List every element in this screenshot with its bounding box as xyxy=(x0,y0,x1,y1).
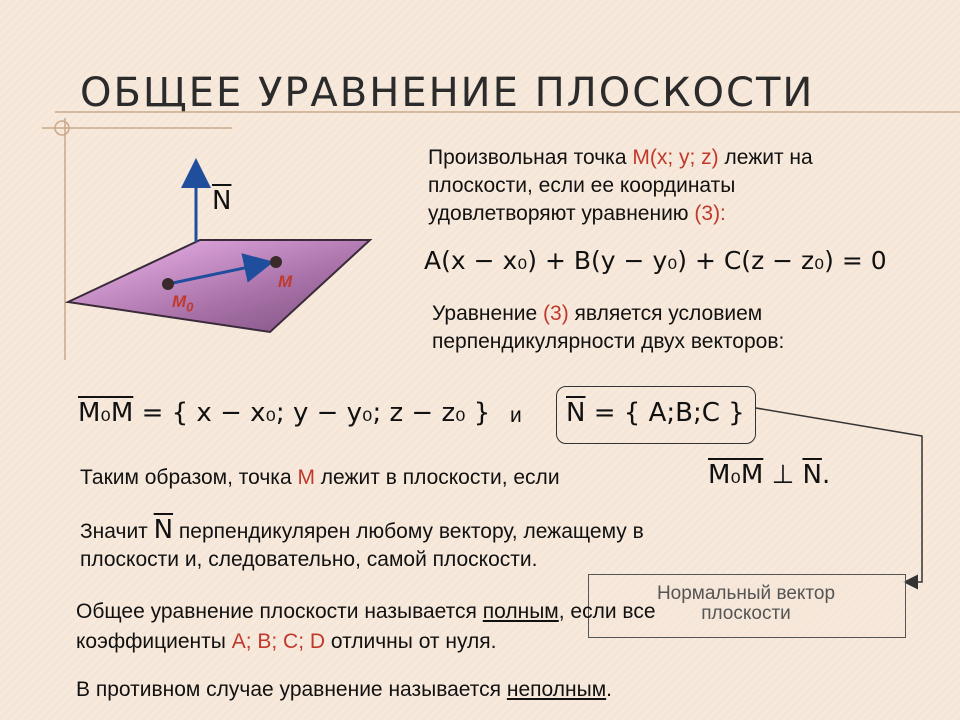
intro-line-3: удовлетворяют уравнению (3): xyxy=(428,202,726,225)
vector-m0m-components: = { x − x₀; y − y₀; z − z₀ } xyxy=(141,398,491,428)
perpendicular-condition: M₀M ⊥ $\overline{N}$. xyxy=(708,460,831,490)
full-line-2: коэффициенты A; B; C; D отличны от нуля. xyxy=(76,630,497,653)
thus-line: Таким образом, точка M лежит в плоскости, если xyxy=(80,466,560,489)
vector-n-components: = { A;B;C } xyxy=(593,398,745,428)
page-title: ОБЩЕЕ УРАВНЕНИЕ ПЛОСКОСТИ xyxy=(80,70,815,116)
condition-line-2: перпендикулярности двух векторов: xyxy=(432,330,785,353)
means-line-2: плоскости и, следовательно, самой плоскости. xyxy=(80,548,538,571)
normal-label: $\overline{N}$ xyxy=(212,186,232,216)
point-m-label: M xyxy=(278,272,293,291)
condition-line-1: Уравнение (3) является условием xyxy=(432,302,763,325)
intro-line-1: Произвольная точка M(x; y; z) лежит на xyxy=(428,146,813,169)
means-line-1: Значит $\overline{N}$ перпендикулярен любому вектору, лежащему в xyxy=(80,515,644,545)
callout-text: Нормальный вектор плоскости xyxy=(656,583,836,624)
otherwise-line: В противном случае уравнение называется неполным. xyxy=(76,678,612,701)
full-line-1: Общее уравнение плоскости называется полным, если все xyxy=(76,600,656,623)
point-m0-label: $M_0$ xyxy=(172,292,194,315)
plane-equation: A(x − x₀) + B(y − y₀) + C(z − z₀) = 0 xyxy=(424,246,887,275)
intro-line-2: плоскости, если ее координаты xyxy=(428,174,736,197)
and-word: и xyxy=(510,404,522,427)
vector-m0m-symbol: M₀M xyxy=(78,398,134,428)
vector-n-symbol: $\overline{N}$ xyxy=(566,398,586,428)
